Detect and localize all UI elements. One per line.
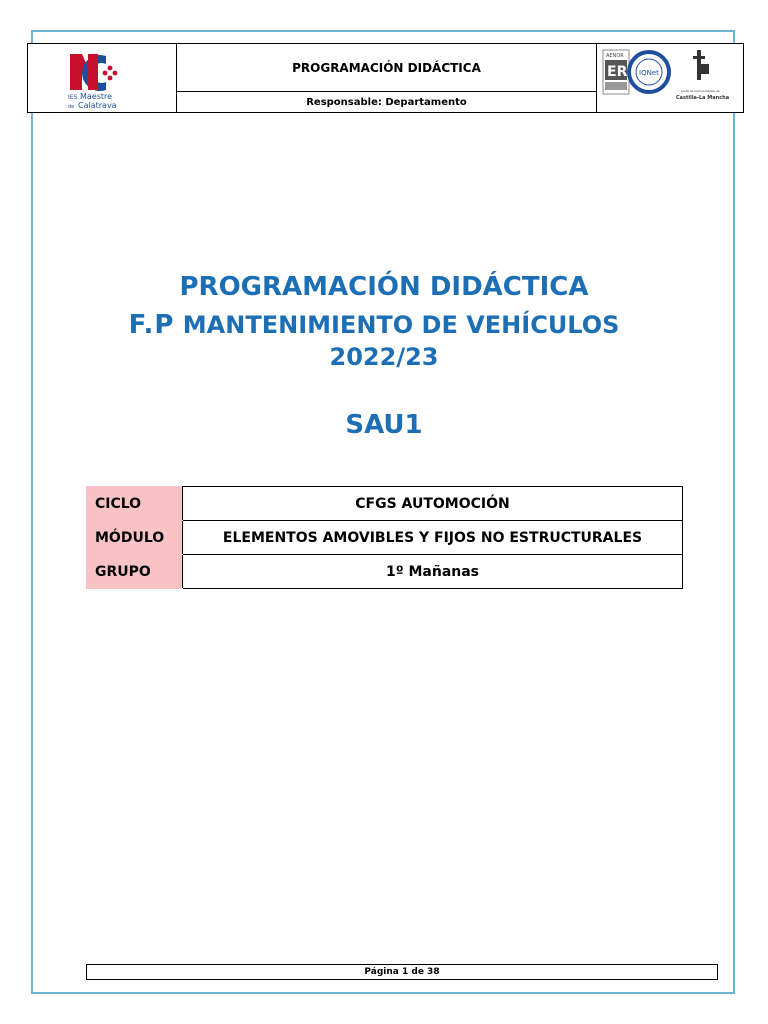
iqnet-text: IQNet xyxy=(639,69,659,77)
iqnet-icon xyxy=(629,52,669,92)
er-text: ER xyxy=(607,64,628,80)
row-value: ELEMENTOS AMOVIBLES Y FIJOS NO ESTRUCTURALES xyxy=(183,521,683,555)
jccm-icon xyxy=(676,50,729,101)
course-info-table xyxy=(86,486,683,589)
row-label: CICLO xyxy=(87,487,183,521)
school-logo xyxy=(28,44,177,112)
row-label: GRUPO xyxy=(87,555,183,589)
certification-logos xyxy=(597,44,743,112)
aenor-er-icon xyxy=(603,50,629,94)
jccm-line1: Junta de Comunidades de xyxy=(681,89,720,93)
course-code: SAU1 xyxy=(345,410,423,440)
table-row xyxy=(87,487,683,521)
main-title: PROGRAMACIÓN DIDÁCTICA xyxy=(179,272,589,302)
table-row xyxy=(87,555,683,589)
logo-line2: Calatrava xyxy=(78,101,117,110)
certification-logos-icon xyxy=(597,44,743,112)
aenor-text: AENOR xyxy=(606,53,624,59)
program-name: MANTENIMIENTO DE VEHÍCULOS xyxy=(182,311,620,339)
logo-line1: Maestre xyxy=(80,92,113,101)
header-responsible: Responsable: Departamento xyxy=(306,96,467,108)
program-title xyxy=(0,310,758,340)
logo-ies-text: IES xyxy=(68,94,78,101)
row-label: MÓDULO xyxy=(87,521,183,555)
row-value: CFGS AUTOMOCIÓN xyxy=(183,487,683,521)
page-number: Página 1 de 38 xyxy=(86,964,718,980)
jccm-line2: Castilla-La Mancha xyxy=(676,95,730,101)
document-header xyxy=(27,43,744,113)
row-value: 1º Mañanas xyxy=(183,555,683,589)
school-year: 2022/23 xyxy=(329,343,439,371)
header-center xyxy=(177,44,597,112)
program-prefix: F.P xyxy=(128,310,175,340)
header-title: PROGRAMACIÓN DIDÁCTICA xyxy=(177,44,596,92)
table-row xyxy=(87,521,683,555)
ies-maestre-logo-icon xyxy=(28,44,176,112)
logo-de-text: de xyxy=(68,104,75,110)
